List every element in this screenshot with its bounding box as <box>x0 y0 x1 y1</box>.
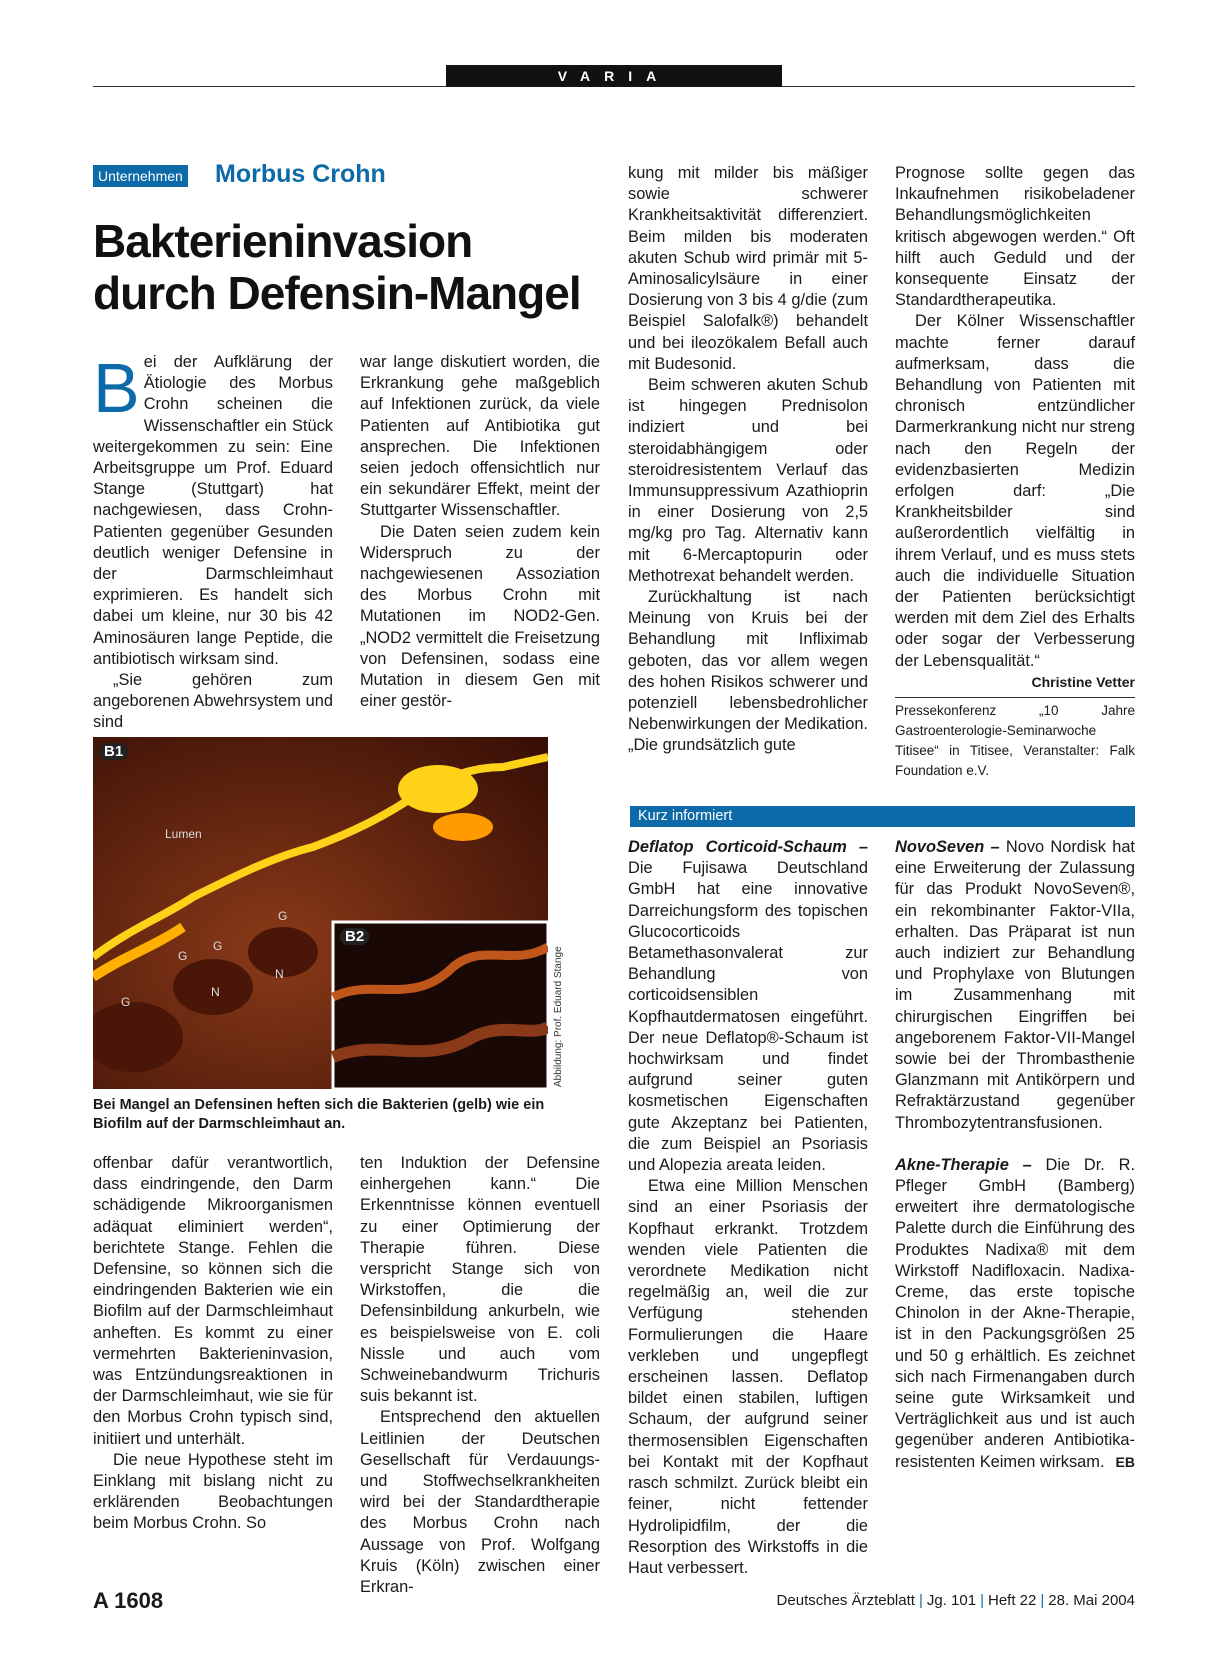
column-1 <box>93 349 333 734</box>
footer-separator: | <box>1040 1592 1045 1609</box>
kicker-title: Morbus Crohn <box>215 160 386 188</box>
section-label: VARIA <box>446 65 782 87</box>
news-text: Die Dr. R. Pfleger GmbH (Bamberg) erweitert ihre dermatologische Palette durch die Einführung des Produktes Nadixa® mit dem Wirkstoff Nadifloxacin. Nadixa-Creme, das erste topische Chinolon in der Akne-Therapie, ist in den Packungsgrößen 25 und 50 g erhältlich. Es zeichnet sich nach Firmenangaben durch seine gute Wirksamkeit und Verträglichkeit aus und ist auch gegenüber anderen Antibiotika-resistenten Keimen wirksam. <box>895 1155 1135 1471</box>
column-3 <box>628 163 868 757</box>
column-lower-2 <box>360 1153 600 1598</box>
gland-label: G <box>278 909 288 923</box>
headline-line-1: Bakterieninvasion <box>93 215 473 267</box>
paragraph: kung mit milder bis mäßiger sowie schwerer Krankheitsaktivität differenziert. Beim milden bis moderaten akuten Schub wird primär mit 5-Aminosalicylsäure in einer Dosierung von 3 bis 4 g/die (zum Beispiel Salofalk®) behandelt und bei ileozökalem Befall auch mit Budesonid. <box>628 164 868 373</box>
news-lead: NovoSeven – <box>895 838 1000 856</box>
paragraph: Die neue Hypothese steht im Einklang mit bislang nicht zu erklärenden Beobachtungen beim Morbus Crohn. So <box>93 1450 333 1533</box>
source-note: Pressekonferenz „10 Jahre Gastroenterologie-Seminarwoche Titisee“ in Titisee, Veranstalter: Falk Foundation e.V. <box>895 697 1135 781</box>
paragraph: ten Induktion der Defensine einhergehen kann.“ Die Erkenntnisse können eventuell zu einer Optimierung der Therapie führen. Diese verspricht Stange sich von Wirkstoffen, die die Defensinbildung ankurbeln, wie es beispielsweise von E. coli Nissle und auch vom Schweinebandwurm Trichuris suis bekannt ist. <box>360 1154 600 1406</box>
paragraph: Beim schweren akuten Schub ist hingegen Prednisolon indiziert und bei steroidabhängigem oder steroidresistentem Verlauf das Immunsuppressivum Azathioprin in einer Dosierung von 2,5 mg/kg pro Tag. Alternativ kann mit 6-Mercaptopurin oder Methotrexat behandelt werden. <box>628 376 868 585</box>
paragraph: „Sie gehören zum angeborenen Abwehrsystem und sind <box>93 671 333 732</box>
figure-caption: Bei Mangel an Defensinen heften sich die Bakterien (gelb) wie ein Biofilm auf der Darmschleimhaut an. <box>93 1097 545 1132</box>
nucleus-label: N <box>211 985 220 999</box>
nucleus-label: N <box>275 967 284 981</box>
headline-line-2: durch Defensin-Mangel <box>93 267 581 319</box>
column-4 <box>895 163 1135 693</box>
kurz-informiert-bar: Kurz informiert <box>630 806 1135 827</box>
headline <box>93 215 613 319</box>
paragraph: Etwa eine Million Menschen sind an einer Psoriasis der Kopfhaut erkrankt. Trotzdem wenden viele Patienten die verordnete Medikation nicht regelmäßig an, weil die zur Verfügung stehenden Formulierungen die Haare verkleben und ungepflegt erscheinen lassen. Deflatop bildet einen stabilen, luftigen Schaum, der aufgrund seiner thermosensiblen Eigenschaften bei Kontakt mit der Kopfhaut rasch schmilzt. Zurück bleibt ein feiner, nicht fettender Hydrolipidfilm, der die Resorption des Wirkstoffs in die Haut verbessert. <box>628 1177 868 1577</box>
drop-cap: B <box>93 349 140 427</box>
paragraph: Entsprechend den aktuellen Leitlinien der Deutschen Gesellschaft für Verdauungs- und Stoffwechselkrankheiten wird bei der Standardtherapie des Morbus Crohn nach Aussage von Prof. Wolfgang Kruis (Köln) zwischen einer Erkran- <box>360 1408 600 1597</box>
news-text: Novo Nordisk hat eine Erweiterung der Zulassung für das Produkt NovoSeven®, ein rekombinanter Faktor-VIIa, erhalten. Das Präparat ist nun auch indiziert zur Behandlung und Prophylaxe von Blutungen im Zusammenhang mit chirurgischen Eingriffen bei angeborenem Faktor-VII-Mangel sowie bei der Thrombasthenie Glanzmann mit Antikörpern und Refraktärzustand gegenüber Thrombozytentransfusionen. <box>895 838 1135 1132</box>
lumen-label: Lumen <box>165 827 202 841</box>
footer-separator: | <box>980 1592 984 1609</box>
news-item <box>628 837 868 1176</box>
paragraph: war lange diskutiert worden, die Erkrankung gehe maßgeblich auf Infektionen zurück, da viele Patienten auf Antibiotika gut ansprechen. Die Infektionen seien jedoch offensichtlich nur ein sekundärer Effekt, meint der Stuttgarter Wissenschaftler. <box>360 353 600 520</box>
page-number: A 1608 <box>93 1588 164 1613</box>
gland-label: G <box>121 995 131 1009</box>
column-lower-1 <box>93 1153 333 1535</box>
paragraph-text: Der Kölner Wissenschaftler machte ferner darauf aufmerksam, dass die Behandlung von Patienten mit chronisch entzündlicher Darmerkrankung nicht nur streng nach den Regeln der evidenzbasierten Medizin erfolgen darf: „Die Krankheitsbilder sind außerordentlich vielfältig in ihrem Verlauf, und es muss stets auch die individuelle Situation der Patienten berücksichtigt werden mit dem Ziel des Erhalts oder sogar der Verbesserung der Lebensqualität.“ <box>895 312 1135 670</box>
news-text: Die Fujisawa Deutschland GmbH hat eine innovative Darreichungsform des topischen Glucocorticoids Betamethasonvalerat zur Behandlung von corticoidsensiblen Kopfhautdermatosen eingeführt. Der neue Deflatop®-Schaum ist hochwirksam und findet aufgrund seiner guten kosmetischen Eigenschaften gute Akzeptanz bei Patienten, die zum Beispiel an Psoriasis und Alopezia areata leiden. <box>628 859 868 1175</box>
footer-separator: | <box>918 1592 923 1609</box>
news-item <box>895 837 1135 1134</box>
kurz-column-1 <box>628 837 868 1579</box>
paragraph: offenbar dafür verantwortlich, dass eindringende, den Darm schädigende Mikroorganismen adäquat eliminiert werden“, berichtete Stange. Fehlen die Defensine, so können sich die eindringenden Bakterien wie ein Biofilm auf der Darmschleimhaut anheften. Es kommt zu einer vermehrten Bakterieninvasion, was Entzündungsreaktionen in der Darmschleimhaut, wie sie für den Morbus Crohn typisch sind, initiiert und unterhält. <box>93 1154 333 1448</box>
footer-line <box>777 1592 1135 1609</box>
kurz-column-2 <box>895 837 1135 1473</box>
rubric-badge: Unternehmen <box>93 165 188 187</box>
paragraph-text: ei der Aufklärung der Ätiologie des Morbus Crohn scheinen die Wissenschaftler ein Stück weitergekommen zu sein: Eine Arbeitsgruppe um Prof. Eduard Stange (Stuttgart) hat nachgewiesen, dass Crohn-Patienten gegenüber Gesunden deutlich weniger Defensine in der Darmschleimhaut exprimieren. Es handelt sich dabei um kleine, nur 30 bis 42 Aminosäuren lange Peptide, die antibiotisch wirksam sind. <box>93 353 333 668</box>
column-2 <box>360 352 600 712</box>
microscopy-image <box>93 737 548 1089</box>
journal-issue: Heft 22 <box>987 1592 1037 1609</box>
paragraph: Die Daten seien zudem kein Widerspruch zu der nachgewiesenen Assoziation des Morbus Crohn mit Mutationen im NOD2-Gen. „NOD2 vermittelt die Freisetzung von Defensinen, sodass eine Mutation in diesem Gen mit einer gestör- <box>360 522 600 711</box>
news-lead: Deflatop Corticoid-Schaum – <box>628 838 868 856</box>
microscopy-image-svg <box>93 737 548 1089</box>
gland-label: G <box>178 949 188 963</box>
news-lead: Akne-Therapie – <box>895 1155 1032 1174</box>
news-item <box>895 1155 1135 1473</box>
journal-name: Deutsches Ärzteblatt <box>776 1592 915 1609</box>
paragraph: Zurückhaltung ist nach Meinung von Kruis bei der Behandlung mit Infliximab geboten, das vor allem wegen des hohen Risikos schwerer und potenziell lebensbedrohlicher Nebenwirkungen der Medikation. „Die grundsätzlich gute <box>628 588 868 755</box>
journal-date: 28. Mai 2004 <box>1048 1592 1135 1609</box>
panel-label-b1: B1 <box>99 743 128 760</box>
news-signature: EB <box>1115 1453 1135 1470</box>
journal-volume: Jg. 101 <box>926 1592 977 1609</box>
photo-credit: Abbildung: Prof. Eduard Stange <box>553 946 564 1087</box>
gland-label: G <box>213 939 223 953</box>
author-signature: Christine Vetter <box>1031 673 1135 690</box>
paragraph <box>93 349 333 670</box>
panel-label-b2: B2 <box>340 928 369 945</box>
paragraph <box>895 311 1135 690</box>
paragraph: Prognose sollte gegen das Inkaufnehmen risikobeladener Behandlungsmöglichkeiten kritisch abgewogen werden.“ Oft hilft auch Geduld und der konsequente Einsatz der Standardtherapeutika. <box>895 164 1135 310</box>
